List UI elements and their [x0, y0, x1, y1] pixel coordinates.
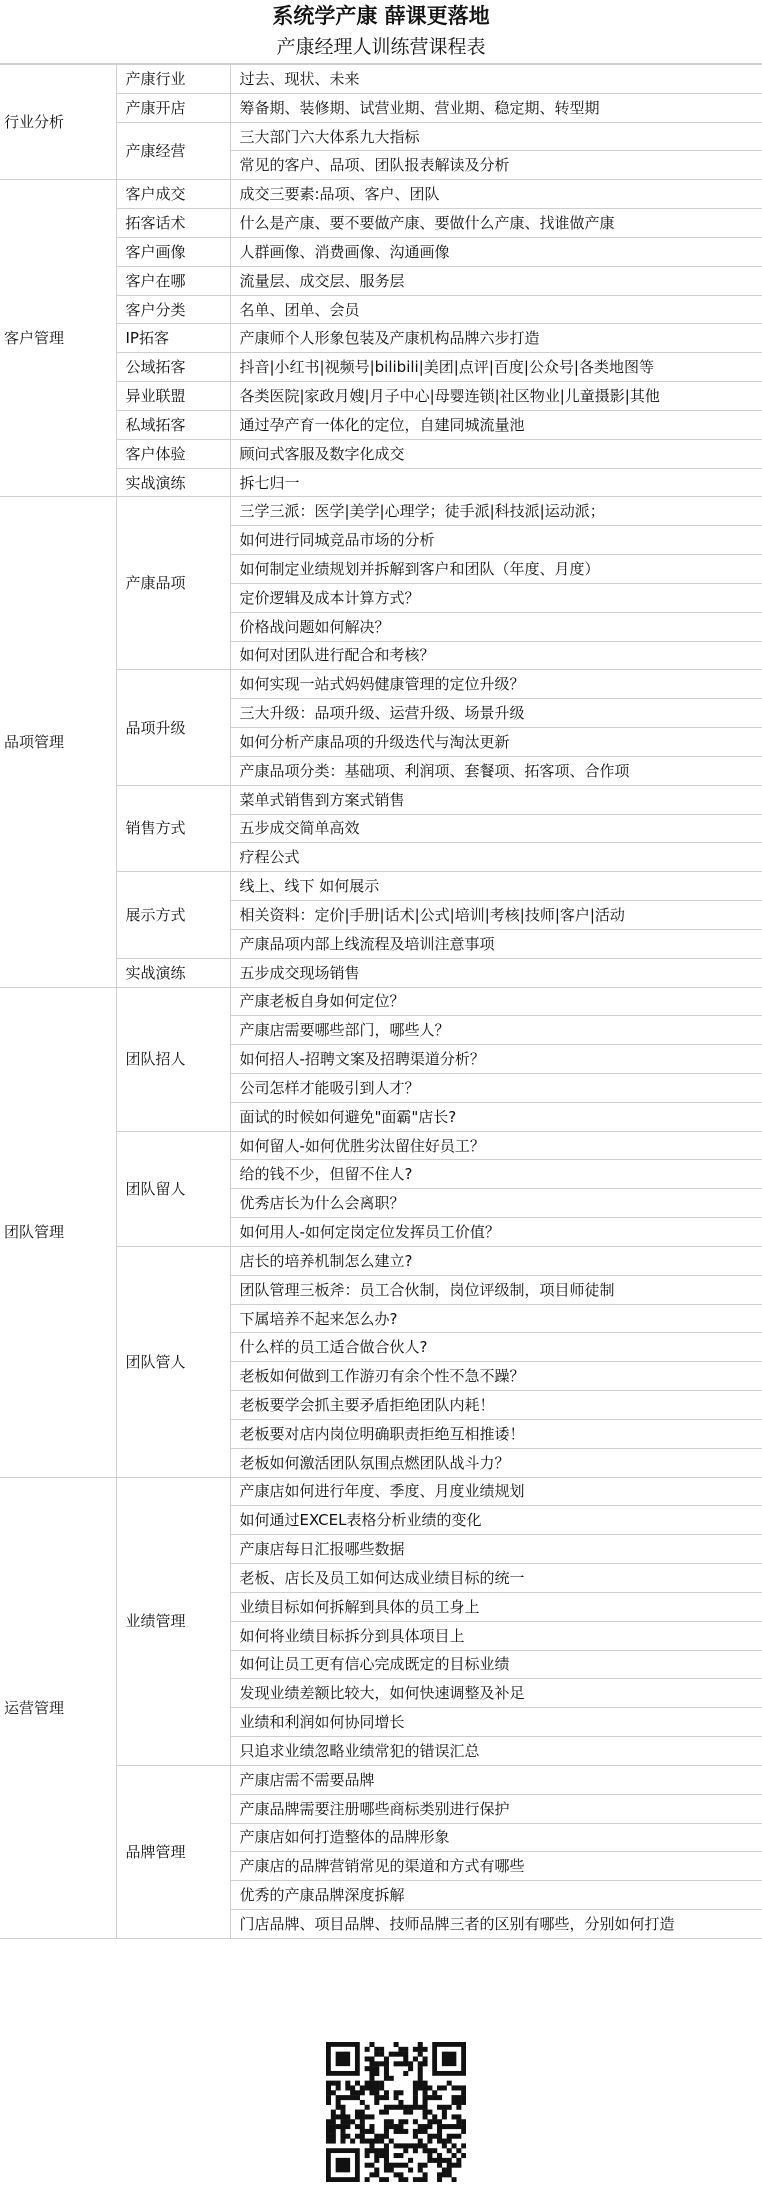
topic-name-cell: 品牌管理: [116, 1765, 230, 1938]
course-item-cell: 产康品项分类：基础项、利润项、套餐项、拓客项、合作项: [230, 756, 762, 785]
course-item-cell: 老板要对店内岗位明确职责拒绝互相推诿！: [230, 1419, 762, 1448]
topic-name-cell: 实战演练: [116, 468, 230, 497]
topic-name-cell: 客户体验: [116, 439, 230, 468]
course-item-cell: 产康师个人形象包装及产康机构品牌六步打造: [230, 324, 762, 353]
course-item-cell: 优秀的产康品牌深度拆解: [230, 1881, 762, 1910]
course-item-cell: 如何进行同城竞品市场的分析: [230, 526, 762, 555]
course-item-cell: 流量层、成交层、服务层: [230, 266, 762, 295]
course-item-cell: 抖音|小红书|视频号|bilibili|美团|点评|百度|公众号|各类地图等: [230, 353, 762, 382]
table-row: [0, 987, 762, 1016]
topic-name-cell: 展示方式: [116, 872, 230, 958]
title-block: [0, 0, 762, 64]
course-item-cell: 如何用人-如何定岗定位发挥员工价值？: [230, 1218, 762, 1247]
course-item-cell: 线上、线下 如何展示: [230, 872, 762, 901]
topic-name-cell: 产康行业: [116, 65, 230, 94]
module-name-cell: 团队管理: [0, 987, 116, 1477]
course-item-cell: 老板、店长及员工如何达成业绩目标的统一: [230, 1564, 762, 1593]
topic-name-cell: 客户在哪: [116, 266, 230, 295]
course-item-cell: 业绩目标如何拆解到具体的员工身上: [230, 1592, 762, 1621]
course-item-cell: 产康店每日汇报哪些数据: [230, 1535, 762, 1564]
course-item-cell: 优秀店长为什么会离职？: [230, 1189, 762, 1218]
course-item-cell: 三学三派：医学|美学|心理学；徒手派|科技派|运动派；: [230, 497, 762, 526]
course-item-cell: 如何分析产康品项的升级迭代与淘汰更新: [230, 728, 762, 757]
course-item-cell: 产康店需要哪些部门，哪些人？: [230, 1016, 762, 1045]
course-table: [0, 64, 762, 1939]
course-item-cell: 相关资料：定价|手册|话术|公式|培训|考核|技师|客户|活动: [230, 901, 762, 930]
course-item-cell: 顾问式客服及数字化成交: [230, 439, 762, 468]
table-row: [0, 180, 762, 209]
course-item-cell: 如何对团队进行配合和考核？: [230, 641, 762, 670]
course-item-cell: 过去、现状、未来: [230, 65, 762, 94]
course-item-cell: 通过孕产育一体化的定位，自建同城流量池: [230, 410, 762, 439]
course-item-cell: 产康店的品牌营销常见的渠道和方式有哪些: [230, 1852, 762, 1881]
topic-name-cell: 公域拓客: [116, 353, 230, 382]
course-item-cell: 五步成交现场销售: [230, 958, 762, 987]
topic-name-cell: 拓客话术: [116, 209, 230, 238]
course-item-cell: 疗程公式: [230, 843, 762, 872]
course-item-cell: 产康店如何进行年度、季度、月度业绩规划: [230, 1477, 762, 1506]
course-item-cell: 发现业绩差额比较大，如何快速调整及补足: [230, 1679, 762, 1708]
course-item-cell: 名单、团单、会员: [230, 295, 762, 324]
course-item-cell: 给的钱不少，但留不住人?: [230, 1160, 762, 1189]
course-item-cell: 如何留人-如何优胜劣汰留住好员工？: [230, 1131, 762, 1160]
topic-name-cell: 私域拓客: [116, 410, 230, 439]
page-title: 系统学产康 薛课更落地: [272, 4, 490, 28]
topic-name-cell: 团队招人: [116, 987, 230, 1131]
course-item-cell: 人群画像、消费画像、沟通画像: [230, 237, 762, 266]
course-item-cell: 常见的客户、品项、团队报表解读及分析: [230, 151, 762, 180]
course-item-cell: 拆七归一: [230, 468, 762, 497]
topic-name-cell: 产康品项: [116, 497, 230, 670]
course-item-cell: 如何让员工更有信心完成既定的目标业绩: [230, 1650, 762, 1679]
topic-name-cell: 品项升级: [116, 670, 230, 785]
course-item-cell: 产康店如何打造整体的品牌形象: [230, 1823, 762, 1852]
course-item-cell: 产康店需不需要品牌: [230, 1765, 762, 1794]
topic-name-cell: 客户成交: [116, 180, 230, 209]
course-item-cell: 五步成交简单高效: [230, 814, 762, 843]
course-item-cell: 老板如何做到工作游刃有余个性不急不躁？: [230, 1362, 762, 1391]
course-item-cell: 各类医院|家政月嫂|月子中心|母婴连锁|社区物业|儿童摄影|其他: [230, 382, 762, 411]
topic-name-cell: IP拓客: [116, 324, 230, 353]
topic-name-cell: 客户画像: [116, 237, 230, 266]
course-item-cell: 店长的培养机制怎么建立?: [230, 1246, 762, 1275]
course-item-cell: 如何招人-招聘文案及招聘渠道分析？: [230, 1045, 762, 1074]
course-item-cell: 产康老板自身如何定位？: [230, 987, 762, 1016]
topic-name-cell: 业绩管理: [116, 1477, 230, 1765]
course-item-cell: 什么样的员工适合做合伙人?: [230, 1333, 762, 1362]
topic-name-cell: 团队管人: [116, 1246, 230, 1477]
topic-name-cell: 团队留人: [116, 1131, 230, 1246]
course-item-cell: 菜单式销售到方案式销售: [230, 785, 762, 814]
module-name-cell: 运营管理: [0, 1477, 116, 1938]
topic-name-cell: 产康开店: [116, 93, 230, 122]
course-item-cell: 老板如何激活团队氛围点燃团队战斗力？: [230, 1448, 762, 1477]
course-item-cell: 三大升级：品项升级、运营升级、场景升级: [230, 699, 762, 728]
course-item-cell: 定价逻辑及成本计算方式？: [230, 583, 762, 612]
course-item-cell: 如何将业绩目标拆分到具体项目上: [230, 1621, 762, 1650]
course-item-cell: 价格战问题如何解决？: [230, 612, 762, 641]
module-name-cell: 客户管理: [0, 180, 116, 497]
course-item-cell: 什么是产康、要不要做产康、要做什么产康、找谁做产康: [230, 209, 762, 238]
course-item-cell: 筹备期、装修期、试营业期、营业期、稳定期、转型期: [230, 93, 762, 122]
course-item-cell: 成交三要素:品项、客户、团队: [230, 180, 762, 209]
course-item-cell: 老板要学会抓主要矛盾拒绝团队内耗！: [230, 1391, 762, 1420]
page-subtitle: 产康经理人训练营课程表: [276, 36, 486, 58]
qr-code-icon: [326, 2042, 466, 2182]
topic-name-cell: 产康经营: [116, 122, 230, 180]
module-name-cell: 行业分析: [0, 65, 116, 180]
course-item-cell: 产康品牌需要注册哪些商标类别进行保护: [230, 1794, 762, 1823]
topic-name-cell: 实战演练: [116, 958, 230, 987]
course-item-cell: 如何通过EXCEL表格分析业绩的变化: [230, 1506, 762, 1535]
course-item-cell: 如何制定业绩规划并拆解到客户和团队（年度、月度）: [230, 555, 762, 584]
topic-name-cell: 销售方式: [116, 785, 230, 871]
qr-code: [326, 2042, 466, 2182]
table-row: [0, 65, 762, 94]
course-item-cell: 如何实现一站式妈妈健康管理的定位升级？: [230, 670, 762, 699]
course-item-cell: 下属培养不起来怎么办?: [230, 1304, 762, 1333]
course-item-cell: 三大部门六大体系九大指标: [230, 122, 762, 151]
course-item-cell: 公司怎样才能吸引到人才？: [230, 1073, 762, 1102]
topic-name-cell: 客户分类: [116, 295, 230, 324]
course-item-cell: 产康品项内部上线流程及培训注意事项: [230, 929, 762, 958]
course-item-cell: 团队管理三板斧：员工合伙制，岗位评级制，项目师徒制: [230, 1275, 762, 1304]
course-item-cell: 只追求业绩忽略业绩常犯的错误汇总: [230, 1737, 762, 1766]
course-item-cell: 业绩和利润如何协同增长: [230, 1708, 762, 1737]
course-item-cell: 面试的时候如何避免"面霸"店长?: [230, 1102, 762, 1131]
table-row: [0, 1477, 762, 1506]
topic-name-cell: 异业联盟: [116, 382, 230, 411]
table-row: [0, 497, 762, 526]
course-item-cell: 门店品牌、项目品牌、技师品牌三者的区别有哪些，分别如何打造: [230, 1910, 762, 1939]
module-name-cell: 品项管理: [0, 497, 116, 987]
course-table-body: [0, 65, 762, 1939]
